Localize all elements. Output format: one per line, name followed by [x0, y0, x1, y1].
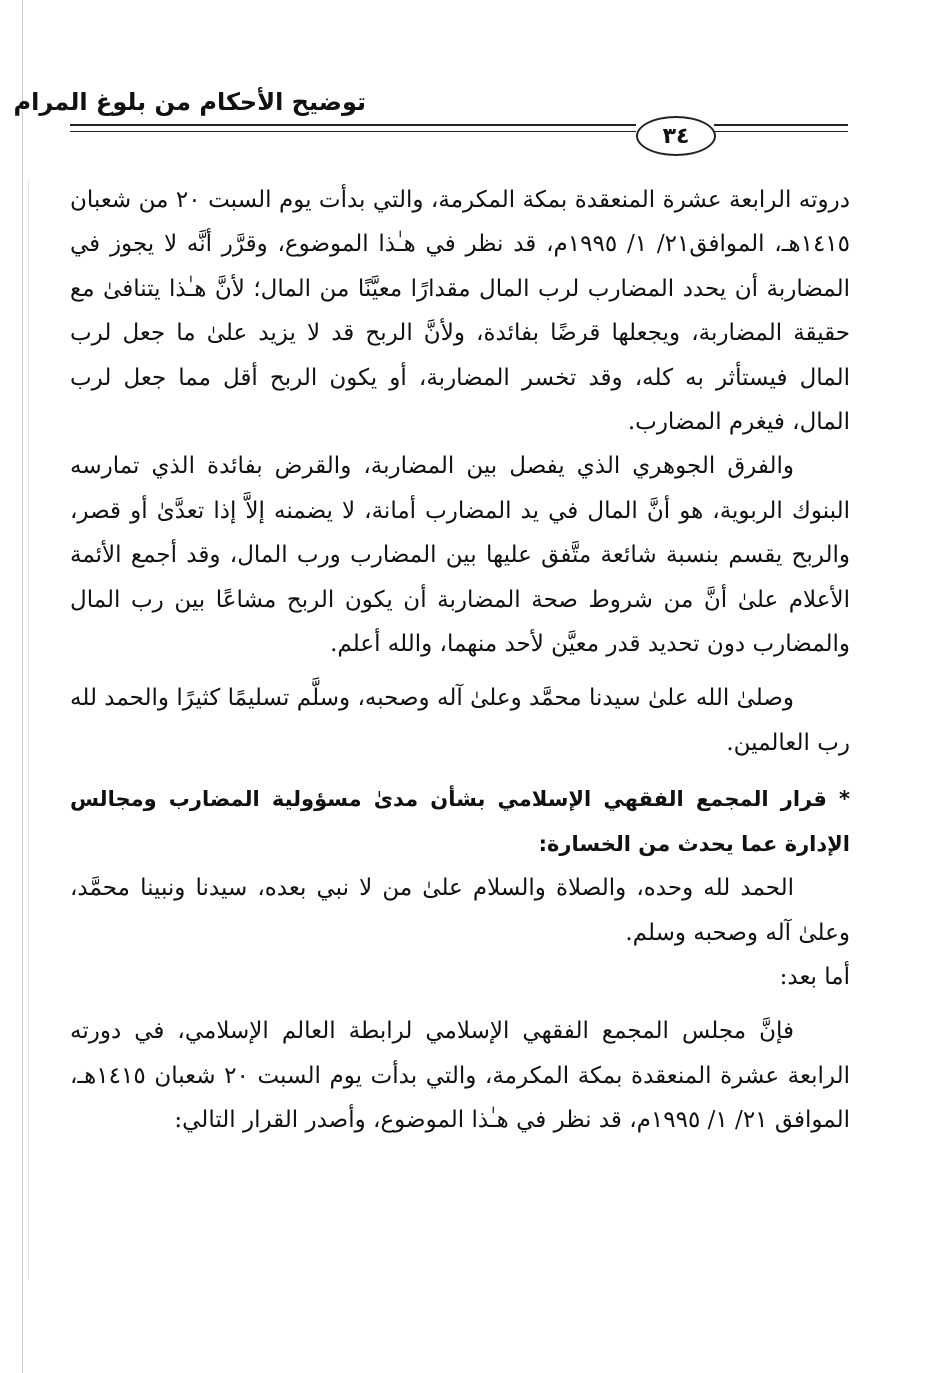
- paragraph-continued: دروته الرابعة عشرة المنعقدة بمكة المكرمة، والتي بدأت يوم السبت ٢٠ من شعبان ١٤١٥هـ، الموافق٢١/ ١/ ١٩٩٥م، قد نظر في هـٰذا الموضوع، وقرَّر أنَّه لا يجوز في المضاربة أن يحدد المضارب لرب المال مقدارًا معيَّنًا من المال؛ لأنَّ هـٰذا يتنافىٰ مع حقيقة المضاربة، ويجعلها قرضًا بفائدة، ولأنَّ الربح قد لا يزيد علىٰ ما جعل لرب المال فيستأثر به كله، وقد تخسر المضاربة، أو يكون الربح أقل مما جعل لرب المال، فيغرم المضارب.: [70, 187, 851, 436]
- paragraph-closing-prayer: وصلىٰ الله علىٰ سيدنا محمَّد وعلىٰ آله وصحبه، وسلَّم تسليمًا كثيرًا والحمد لله رب العالمين.: [70, 685, 850, 756]
- paragraph-praise: الحمد لله وحده، والصلاة والسلام علىٰ من لا نبي بعده، سيدنا ونبينا محمَّد، وعلىٰ آله وصحبه وسلم.: [70, 875, 850, 946]
- paragraph-council: فإنَّ مجلس المجمع الفقهي الإسلامي لرابطة العالم الإسلامي، في دورته الرابعة عشرة المنعقدة بمكة المكرمة، والتي بدأت يوم السبت ٢٠ شعبان ١٤١٥هـ، الموافق ٢١/ ١/ ١٩٩٥م، قد نظر في هـٰذا الموضوع، وأصدر القرار التالي:: [70, 1018, 850, 1134]
- header-rule-right: [714, 124, 848, 126]
- scan-edge-line-inner: [28, 180, 29, 1280]
- running-title: توضيح الأحكام من بلوغ المرام: [13, 88, 366, 116]
- scan-edge-line: [22, 0, 23, 1373]
- page-number: [636, 116, 716, 156]
- paragraph-difference: والفرق الجوهري الذي يفصل بين المضاربة، والقرض بفائدة الذي تمارسه البنوك الربوية، هو أنَّ المال في يد المضارب أمانة، لا يضمنه إلاَّ إذا تعدَّىٰ أو قصر، والربح يقسم بنسبة شائعة متَّفق عليها بين المضارب ورب المال، وقد أجمع الأئمة الأعلام علىٰ أنَّ من شروط صحة المضاربة أن يكون الربح مشاعًا بين رب المال والمضارب دون تحديد قدر معيَّن لأحد منهما، والله أعلم.: [70, 453, 850, 658]
- paragraph-amma-baad: أما بعد:: [779, 963, 850, 990]
- page-number-text: ٣٤: [662, 123, 690, 149]
- header-rule-left: [70, 124, 636, 126]
- header-rule-right-thin: [714, 131, 848, 132]
- section-heading: * قرار المجمع الفقهي الإسلامي بشأن مدىٰ مسؤولية المضارب ومجالس الإدارة عما يحدث من الخسارة:: [70, 787, 850, 856]
- page-header: [0, 0, 940, 160]
- page-body: [70, 178, 850, 1143]
- header-rule-left-thin: [70, 131, 636, 132]
